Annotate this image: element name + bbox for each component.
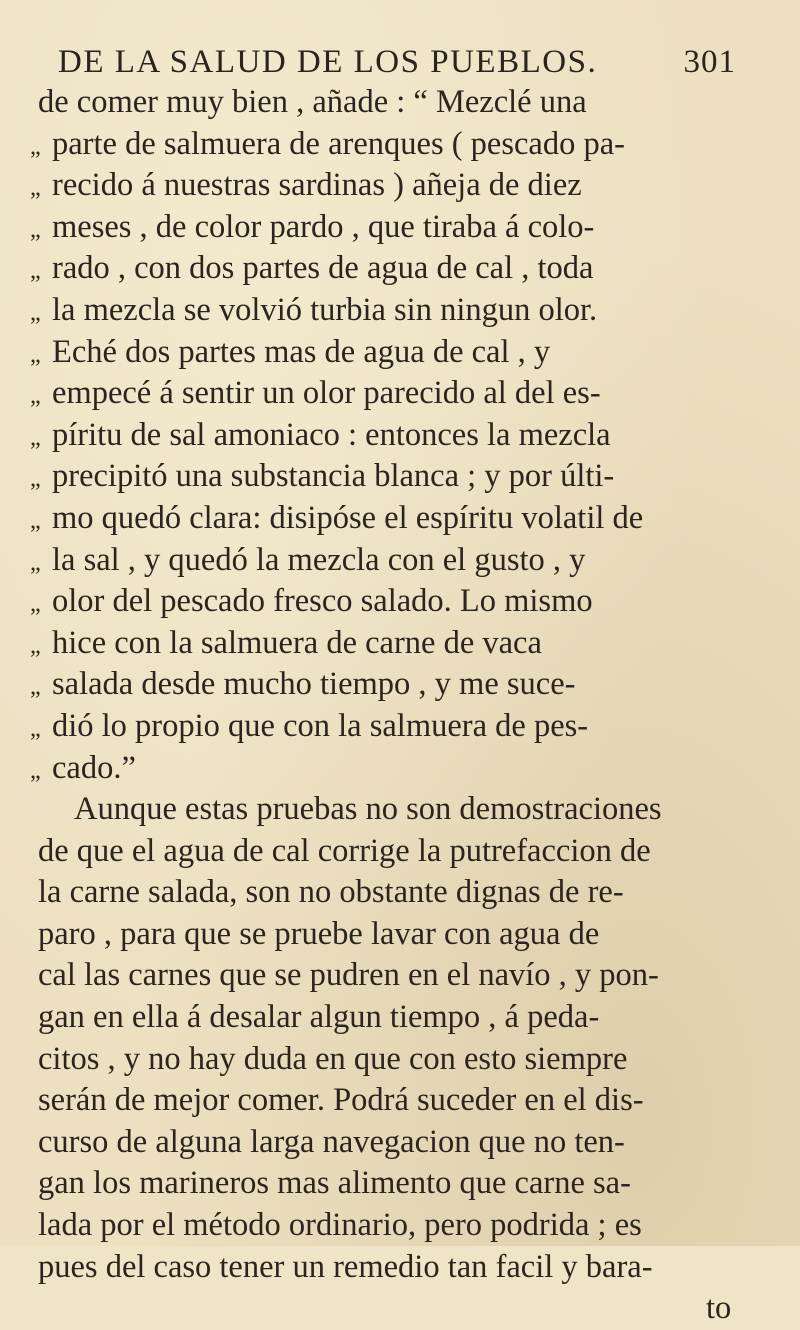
quote-mark: „	[30, 757, 41, 784]
text-line: „ la mezcla se volvió turbia sin ningun olor.	[30, 290, 770, 332]
quote-mark: „	[30, 383, 41, 410]
text-line: gan los marineros mas alimento que carne sa-	[38, 1165, 631, 1202]
body-text	[30, 82, 770, 1330]
text-line: „ rado , con dos partes de agua de cal , toda	[30, 248, 770, 290]
text-line: pues del caso tener un remedio tan facil y bara-	[38, 1248, 653, 1285]
quote-mark: „	[30, 674, 41, 701]
text-line: „ olor del pescado fresco salado. Lo mismo	[30, 581, 770, 623]
quote-mark: „	[30, 715, 41, 742]
text-line: citos , y no hay duda en que con esto siempre	[38, 1040, 628, 1077]
quote-mark: „	[30, 424, 41, 451]
text-line: „ meses , de color pardo , que tiraba á colo-	[30, 207, 770, 249]
quote-mark: „	[30, 175, 41, 202]
text-line: de comer muy bien , añade : “ Mezclé una	[38, 84, 587, 120]
text-line: „ cado.”	[30, 748, 770, 790]
paragraph-start-line: Aunque estas pruebas no son demostraciones	[74, 791, 662, 828]
quote-mark: „	[30, 133, 41, 160]
quote-mark: „	[30, 632, 41, 659]
text-line: la carne salada, son no obstante dignas de re-	[38, 874, 624, 911]
text-line: „ salada desde mucho tiempo , y me suce-	[30, 664, 770, 706]
quote-mark: „	[30, 591, 41, 618]
text-line: „ dió lo propio que con la salmuera de pes-	[30, 706, 770, 748]
text-line: curso de alguna larga navegacion que no ten-	[38, 1123, 625, 1160]
text-line: serán de mejor comer. Podrá suceder en el dis-	[38, 1082, 644, 1119]
page-number: 301	[683, 44, 736, 80]
text-line: lada por el método ordinario, pero podrida ; es	[38, 1207, 642, 1244]
text-line: „ hice con la salmuera de carne de vaca	[30, 623, 770, 665]
text-line: „ recido á nuestras sardinas ) añeja de diez	[30, 165, 770, 207]
quote-mark: „	[30, 341, 41, 368]
text-line: paro , para que se pruebe lavar con agua de	[38, 915, 600, 952]
quote-mark: „	[30, 466, 41, 493]
page-header	[58, 44, 758, 81]
quote-mark: „	[30, 258, 41, 285]
text-line: „ empecé á sentir un olor parecido al del es-	[30, 373, 770, 415]
quote-mark: „	[30, 216, 41, 243]
text-line: de que el agua de cal corrige la putrefaccion de	[38, 832, 651, 869]
text-line: „ mo quedó clara: disipóse el espíritu volatil de	[30, 498, 770, 540]
text-line: gan en ella á desalar algun tiempo , á peda-	[38, 999, 600, 1036]
text-line: cal las carnes que se pudren en el navío , y pon-	[38, 957, 659, 994]
running-title: DE LA SALUD DE LOS PUEBLOS.	[58, 44, 598, 80]
text-line: „ parte de salmuera de arenques ( pescado pa-	[30, 124, 770, 166]
quote-mark: „	[30, 299, 41, 326]
text-line: „ píritu de sal amoniaco : entonces la mezcla	[30, 415, 770, 457]
text-line: „ la sal , y quedó la mezcla con el gusto , y	[30, 540, 770, 582]
text-line: „ Eché dos partes mas de agua de cal , y	[30, 332, 770, 374]
quote-mark: „	[30, 549, 41, 576]
quote-mark: „	[30, 507, 41, 534]
text-line: „ precipitó una substancia blanca ; y por últi-	[30, 456, 770, 498]
catchword: to	[706, 1290, 732, 1327]
